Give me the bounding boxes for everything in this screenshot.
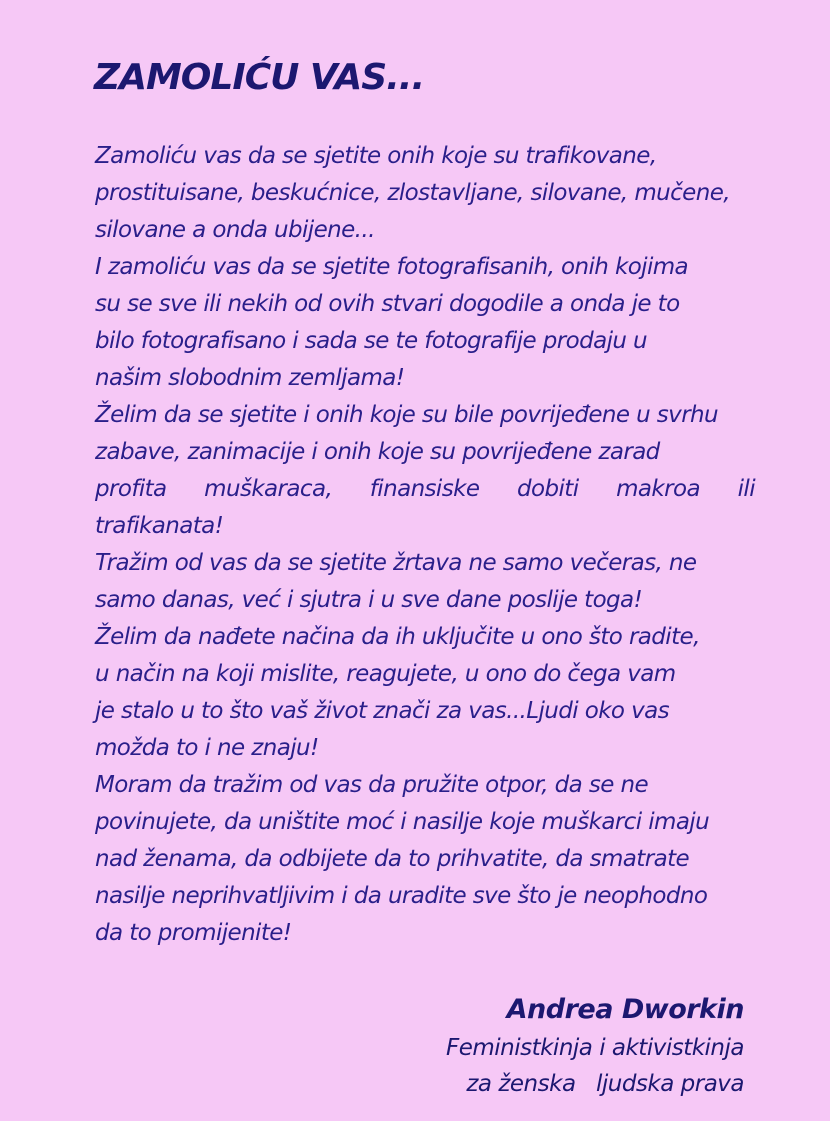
quote-line-7: našim slobodnim zemljama!: [95, 365, 405, 391]
quote-line-10: profita muškaraca, finansiske dobiti makroa ili: [95, 476, 755, 502]
quote-line-16: je stalo u to što vaš život znači za vas...Ljudi oko vas: [95, 698, 670, 724]
signature-block: [446, 990, 744, 1102]
author-name: Andrea Dworkin: [506, 994, 744, 1025]
quote-line-4: I zamoliću vas da se sjetite fotografisanih, onih kojima: [95, 254, 689, 280]
author-role-line-1: Feministkinja i aktivistkinja: [445, 1035, 744, 1061]
quote-line-5: su se sve ili nekih od ovih stvari dogodile a onda je to: [95, 291, 680, 317]
quote-line-11: trafikanata!: [95, 513, 224, 539]
page-title: ZAMOLIĆU VAS...: [94, 57, 425, 98]
quote-line-19: povinujete, da uništite moć i nasilje koje muškarci imaju: [95, 809, 710, 835]
quote-line-9: zabave, zanimacije i onih koje su povrijeđene zarad: [95, 439, 660, 465]
quote-line-22: da to promijenite!: [95, 920, 292, 946]
quote-line-12: Tražim od vas da se sjetite žrtava ne samo večeras, ne: [95, 550, 697, 576]
quote-line-21: nasilje neprihvatljivim i da uradite sve što je neophodno: [95, 883, 708, 909]
quote-line-17: možda to i ne znaju!: [95, 735, 319, 761]
quote-line-8: Želim da se sjetite i onih koje su bile povrijeđene u svrhu: [95, 402, 718, 428]
author-role-line-2: za ženska ljudska prava: [466, 1071, 744, 1097]
quote-line-20: nad ženama, da odbijete da to prihvatite, da smatrate: [95, 846, 690, 872]
quote-body: [95, 138, 775, 952]
quote-line-2: prostituisane, beskućnice, zlostavljane, silovane, mučene,: [95, 180, 730, 206]
quote-line-14: Želim da nađete načina da ih uključite u ono što radite,: [95, 624, 700, 650]
quote-line-6: bilo fotografisano i sada se te fotografije prodaju u: [95, 328, 648, 354]
quote-line-18: Moram da tražim od vas da pružite otpor, da se ne: [95, 772, 649, 798]
quote-line-13: samo danas, već i sjutra i u sve dane poslije toga!: [95, 587, 643, 613]
quote-line-1: Zamoliću vas da se sjetite onih koje su trafikovane,: [95, 143, 657, 169]
quote-line-15: u način na koji mislite, reagujete, u ono do čega vam: [95, 661, 676, 687]
quote-line-3: silovane a onda ubijene...: [95, 217, 375, 243]
